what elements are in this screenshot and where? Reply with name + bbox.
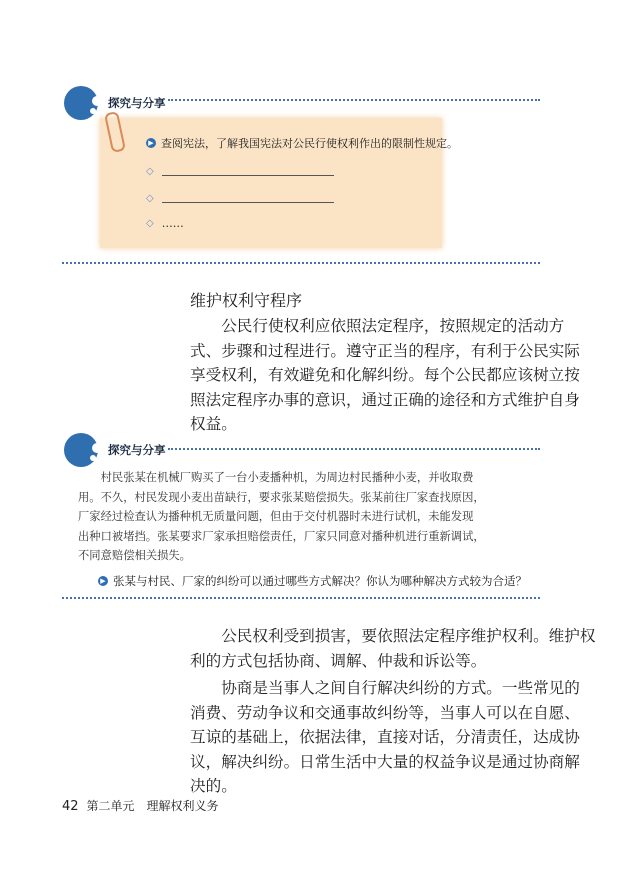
case-text: 村民张某在机械厂购买了一台小麦播种机，为周边村民播种小麦，并收取费 用。不久，村民发现小麦出苗缺行，要求张某赔偿损失。张某前往厂家查找原因， 厂家经过检查认为播种机无质量问题，但由于交付机器时未进行试机，未能发现 出种口被堵挡。张某要求厂家承担赔偿责任，厂家只同意对播种机进行重新调试， 不同意赔偿相关损失。 [78,471,485,562]
note-question [146,135,458,151]
arrow-bullet-icon: ▶ [146,138,156,148]
question-text: 查阅宪法，了解我国宪法对公民行使权利作出的限制性规定。 [161,137,458,150]
answer-blank [162,167,334,176]
ellipsis-line [146,217,184,230]
dotted-divider [168,99,540,101]
dotted-divider [62,597,540,599]
paragraph-2: 公民权利受到损害，要依照法定程序维护权利。维护权 利的方式包括协商、调解、仲裁和诉讼等。 [190,627,596,670]
ellipsis: …… [161,217,184,230]
section-heading: 维护权利守程序 [190,291,303,310]
diamond-icon: ◇ [146,218,154,229]
dotted-divider [62,262,540,264]
dotted-divider [168,448,540,450]
explore-share-header-2 [64,433,166,467]
answer-blank [162,194,334,203]
page-footer [62,797,219,814]
case-question: ▶ 张某与村民、厂家的纠纷可以通过哪些方式解决？你认为哪种解决方式较为合适？ [98,573,527,589]
explore-logo-icon [64,433,98,467]
explore-logo-icon [64,86,98,120]
paragraph-3: 协商是当事人之间自行解决纠纷的方式。一些常见的 消费、劳动争议和交通事故纠纷等，当事人可以在自愿、 互谅的基础上，依据法律，直接对话，分清责任，达成协 议，解决纠纷。日常生活中大量的权益争议是通过协商解 决的。 [190,679,580,795]
diamond-icon: ◇ [146,193,154,204]
unit-title: 第二单元 理解权利义务 [86,799,219,813]
box-title: 探究与分享 [108,443,166,457]
arrow-bullet-icon: ▶ [98,576,108,586]
diamond-icon: ◇ [146,166,154,177]
blank-line-2 [146,193,334,204]
box-title: 探究与分享 [108,96,166,110]
paragraph-1: 公民行使权利应依照法定程序，按照规定的活动方 式、步骤和过程进行。遵守正当的程序，有利于公民实际 享受权利，有效避免和化解纠纷。每个公民都应该树立按 照法定程序办事的意识，通过正确的途径和方式维护自身 权益。 [190,317,580,433]
page-number: 42 [62,799,79,814]
blank-line-1 [146,166,334,177]
